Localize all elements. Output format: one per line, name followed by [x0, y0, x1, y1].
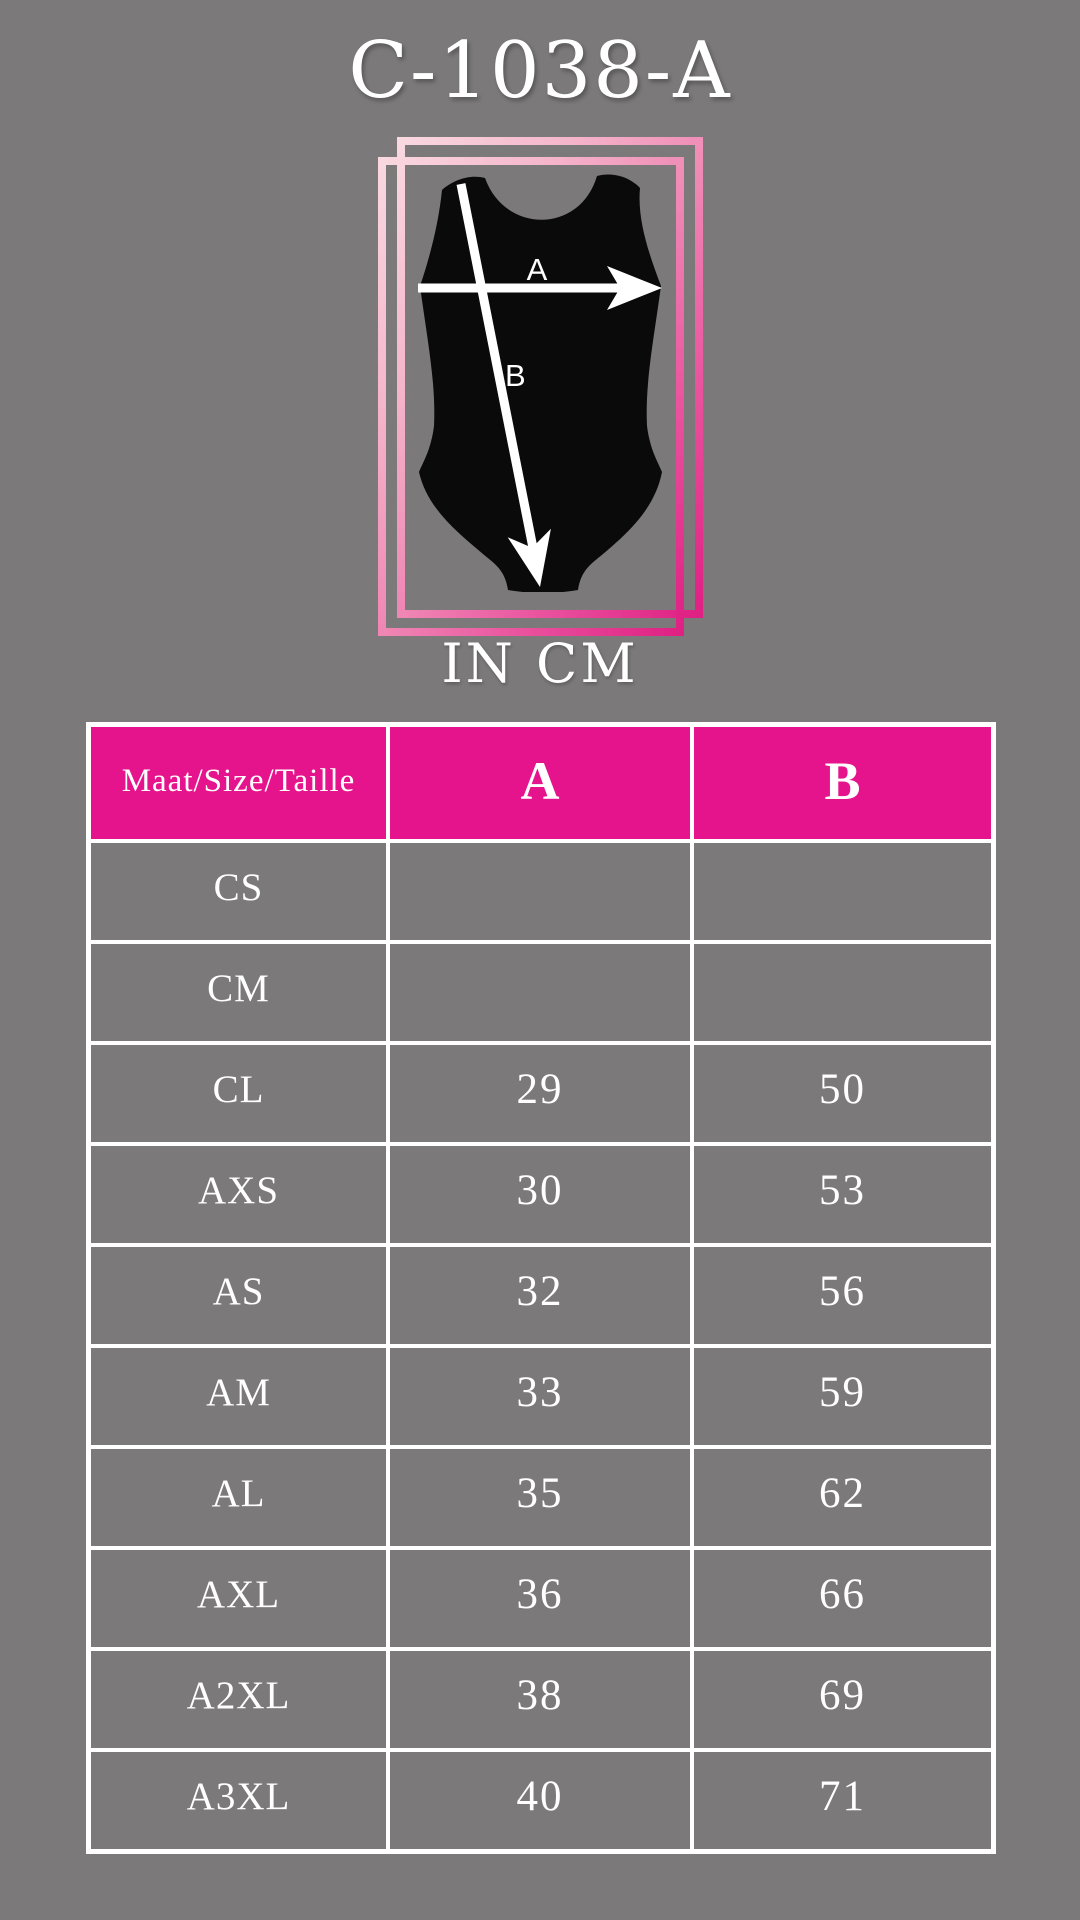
leotard-silhouette-graphic	[415, 172, 665, 592]
measurement-value-cell	[694, 843, 991, 940]
measurement-value-cell	[390, 944, 690, 1041]
size-label-cell: A2XL	[91, 1651, 386, 1748]
measurement-value-cell: 53	[694, 1146, 991, 1243]
arrow-b-label: B	[505, 358, 526, 393]
size-label-cell: AS	[91, 1247, 386, 1344]
size-label-cell: AXS	[91, 1146, 386, 1243]
column-header-size: Maat/Size/Taille	[91, 727, 386, 839]
size-label-cell: CM	[91, 944, 386, 1041]
measurement-value-cell: 71	[694, 1752, 991, 1849]
size-label-cell: CL	[91, 1045, 386, 1142]
column-header-a: A	[390, 727, 690, 839]
size-table	[86, 722, 996, 1854]
measurement-value-cell: 62	[694, 1449, 991, 1546]
measurement-value-cell: 36	[390, 1550, 690, 1647]
measurement-value-cell: 29	[390, 1045, 690, 1142]
arrow-a-label: A	[526, 252, 548, 287]
measurement-value-cell: 35	[390, 1449, 690, 1546]
measurement-value-cell: 56	[694, 1247, 991, 1344]
size-label-cell: AM	[91, 1348, 386, 1445]
measurement-value-cell: 59	[694, 1348, 991, 1445]
product-title: C-1038-A	[348, 26, 732, 116]
measurement-value-cell: 30	[390, 1146, 690, 1243]
measurement-value-cell	[694, 944, 991, 1041]
measurement-value-cell: 40	[390, 1752, 690, 1849]
measurement-value-cell: 32	[390, 1247, 690, 1344]
measurement-value-cell: 33	[390, 1348, 690, 1445]
measurement-value-cell: 38	[390, 1651, 690, 1748]
leotard-shape	[419, 175, 662, 593]
unit-label: IN CM	[441, 632, 639, 695]
size-label-cell: AXL	[91, 1550, 386, 1647]
size-label-cell: CS	[91, 843, 386, 940]
measurement-value-cell	[390, 843, 690, 940]
measurement-value-cell: 66	[694, 1550, 991, 1647]
measurement-value-cell: 69	[694, 1651, 991, 1748]
measurement-diagram	[370, 130, 715, 650]
size-label-cell: A3XL	[91, 1752, 386, 1849]
size-label-cell: AL	[91, 1449, 386, 1546]
column-header-b: B	[694, 727, 991, 839]
measurement-value-cell: 50	[694, 1045, 991, 1142]
